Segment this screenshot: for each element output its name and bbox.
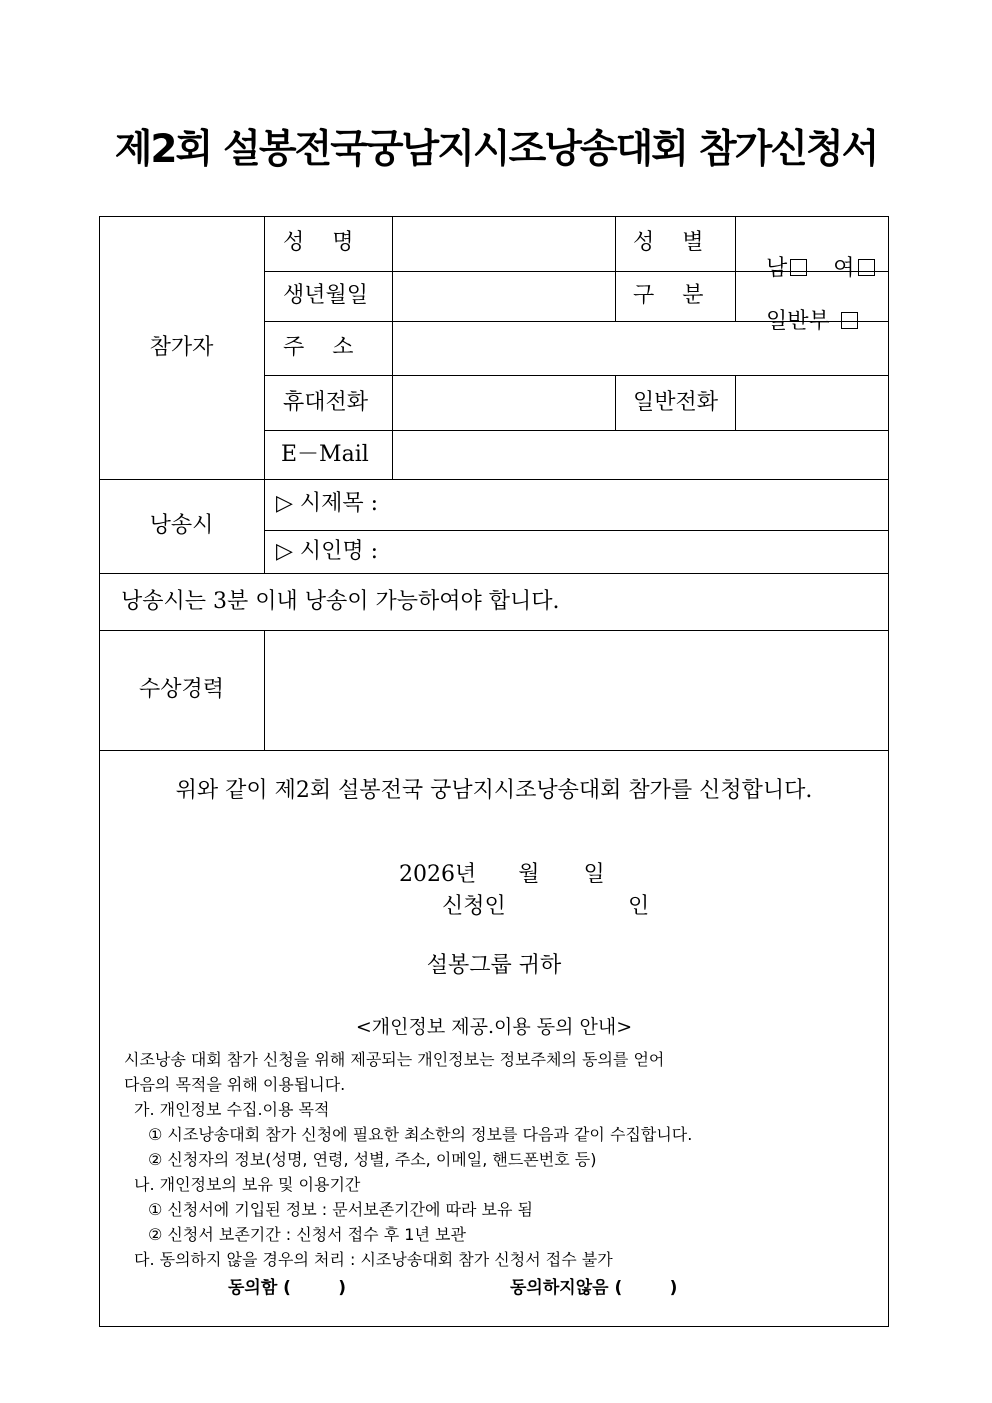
- title-part3: 참가신청서: [698, 127, 878, 172]
- gender-label: 성 별: [633, 230, 704, 255]
- page-title: [0, 118, 992, 174]
- row-divider: [99, 573, 889, 574]
- name-field[interactable]: [393, 217, 615, 271]
- birth-field[interactable]: [393, 272, 615, 321]
- recitation-notice: 낭송시는 3분 이내 낭송이 가능하여야 합니다.: [121, 589, 560, 614]
- privacy-line: 가. 개인정보 수집.이용 목적: [134, 1100, 330, 1119]
- privacy-line: ① 신청서에 기입된 정보 : 문서보존기간에 따라 보유 됨: [148, 1200, 533, 1219]
- awards-field[interactable]: [265, 631, 888, 750]
- poet-name-label: ▷ 시인명 :: [276, 539, 379, 564]
- col-divider: [615, 216, 616, 321]
- privacy-line: 시조낭송 대회 참가 신청을 위해 제공되는 개인정보는 정보주체의 동의를 얻어: [124, 1050, 665, 1069]
- mobile-field[interactable]: [393, 376, 615, 430]
- privacy-line: ① 시조낭송대회 참가 신청에 필요한 최소한의 정보를 다음과 같이 수집합니다.: [148, 1125, 693, 1144]
- privacy-line: ② 신청서 보존기간 : 신청서 접수 후 1년 보관: [148, 1225, 466, 1244]
- col-divider: [264, 216, 265, 573]
- gender-female-label: 여: [833, 256, 855, 281]
- disagree-option[interactable]: 동의하지않음 ( ): [510, 1278, 678, 1298]
- poem-label: 낭송시: [149, 513, 214, 538]
- date-year: 2026년: [399, 862, 477, 887]
- gender-female-checkbox[interactable]: [858, 259, 875, 276]
- address-field[interactable]: [393, 322, 888, 375]
- seal-label: 인: [628, 894, 650, 919]
- birth-label: 생년월일: [283, 283, 369, 308]
- category-general-label: 일반부: [766, 309, 830, 334]
- date-day: 일: [583, 862, 605, 887]
- privacy-line: 나. 개인정보의 보유 및 이용기간: [134, 1175, 361, 1194]
- agree-option[interactable]: 동의함 ( ): [228, 1278, 347, 1298]
- date-month: 월: [518, 862, 540, 887]
- privacy-line: ② 신청자의 정보(성명, 연령, 성별, 주소, 이메일, 핸드폰번호 등): [148, 1150, 597, 1169]
- mobile-label: 휴대전화: [283, 390, 369, 415]
- col-divider: [615, 375, 616, 430]
- application-date: [385, 836, 605, 888]
- phone-label: 일반전화: [633, 390, 719, 415]
- gender-options: [752, 230, 875, 282]
- phone-field[interactable]: [736, 376, 888, 430]
- title-part1: 제2회: [114, 127, 212, 172]
- recipient: 설봉그룹 귀하: [426, 953, 562, 978]
- awards-label: 수상경력: [138, 677, 224, 702]
- applicant-label: 신청인: [442, 894, 506, 919]
- privacy-line: 다음의 목적을 위해 이용됩니다.: [124, 1075, 346, 1094]
- email-label: E－Mail: [281, 442, 369, 467]
- participant-label: 참가자: [149, 335, 214, 360]
- privacy-heading: <개인정보 제공.이용 동의 안내>: [355, 1016, 633, 1038]
- gender-male-label: 남: [766, 256, 788, 281]
- applicant-field[interactable]: [520, 890, 620, 922]
- row-divider: [99, 479, 889, 480]
- poem-title-field[interactable]: [420, 481, 888, 530]
- title-part2: 설봉전국궁남지시조낭송대회: [223, 127, 687, 172]
- col-divider: [735, 216, 736, 321]
- declaration-statement: 위와 같이 제2회 설봉전국 궁남지시조낭송대회 참가를 신청합니다.: [175, 778, 813, 803]
- poem-title-label: ▷ 시제목 :: [276, 491, 379, 516]
- privacy-line: 다. 동의하지 않을 경우의 처리 : 시조낭송대회 참가 신청서 접수 불가: [134, 1250, 613, 1269]
- category-label: 구 분: [633, 283, 704, 308]
- email-field[interactable]: [393, 431, 888, 479]
- poet-name-field[interactable]: [420, 531, 888, 573]
- name-label: 성 명: [283, 230, 354, 255]
- gender-male-checkbox[interactable]: [790, 259, 807, 276]
- row-divider: [99, 750, 889, 751]
- address-label: 주 소: [283, 335, 354, 360]
